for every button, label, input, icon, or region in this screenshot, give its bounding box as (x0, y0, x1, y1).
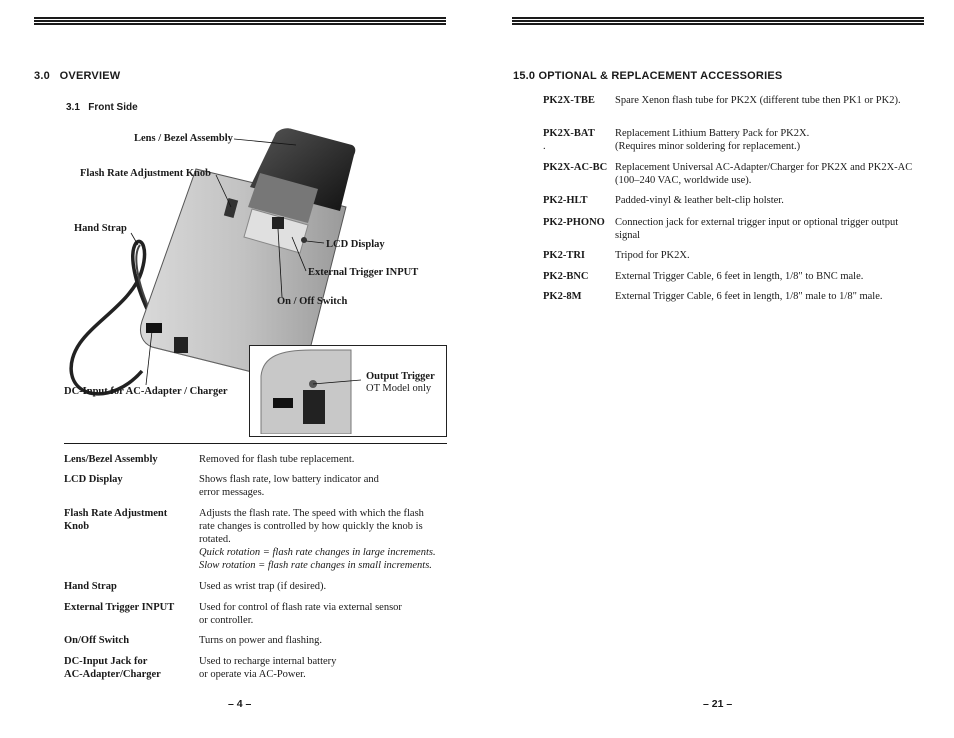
page-number-right: – 21 – (703, 698, 733, 710)
feature-description-table: Lens/Bezel Assembly Removed for flash tube replacement. LCD Display Shows flash rate, low battery indicator and error messages. Flash Rate Adjustment Knob Adjusts the flash rate. The speed with which the flash rate changes is controlled by how quickly the knob is rotated. Quick rotation = flash rate changes in large increments. Slow rotation = flash rate changes in small increments. Hand Strap Used as wrist trap (if desired). External Trigger INPUT Used for control of flash rate via external sensor or controller. On/Off Switch Turns on power and flashing. DC-Input Jack for AC-Adapter/Charger Used to recharge internal battery or operate via AC-Power. (64, 443, 447, 444)
callout-hand-strap: Hand Strap (74, 223, 127, 234)
subsection-heading-front-side: 3.1 Front Side (66, 102, 138, 113)
right-header-rule (512, 17, 924, 29)
left-header-rule (34, 17, 446, 29)
section-heading-accessories: 15.0 OPTIONAL & REPLACEMENT ACCESSORIES (513, 70, 783, 82)
callout-on-off-switch: On / Off Switch (277, 296, 348, 307)
output-trigger-inset-illustration (251, 346, 371, 434)
callout-lcd-display: LCD Display (326, 239, 385, 250)
section-heading-overview: 3.0 OVERVIEW (34, 70, 121, 82)
callout-external-trigger: External Trigger INPUT (308, 267, 419, 278)
callout-output-trigger: Output Trigger (366, 371, 435, 382)
page-number-left: – 4 – (228, 698, 252, 710)
callout-dc-input: DC-Input for AC-Adapter / Charger (64, 386, 228, 397)
callout-lens-bezel: Lens / Bezel Assembly (134, 133, 233, 144)
callout-flash-rate-knob: Flash Rate Adjustment Knob (80, 168, 211, 179)
callout-ot-model-only: OT Model only (366, 383, 432, 394)
